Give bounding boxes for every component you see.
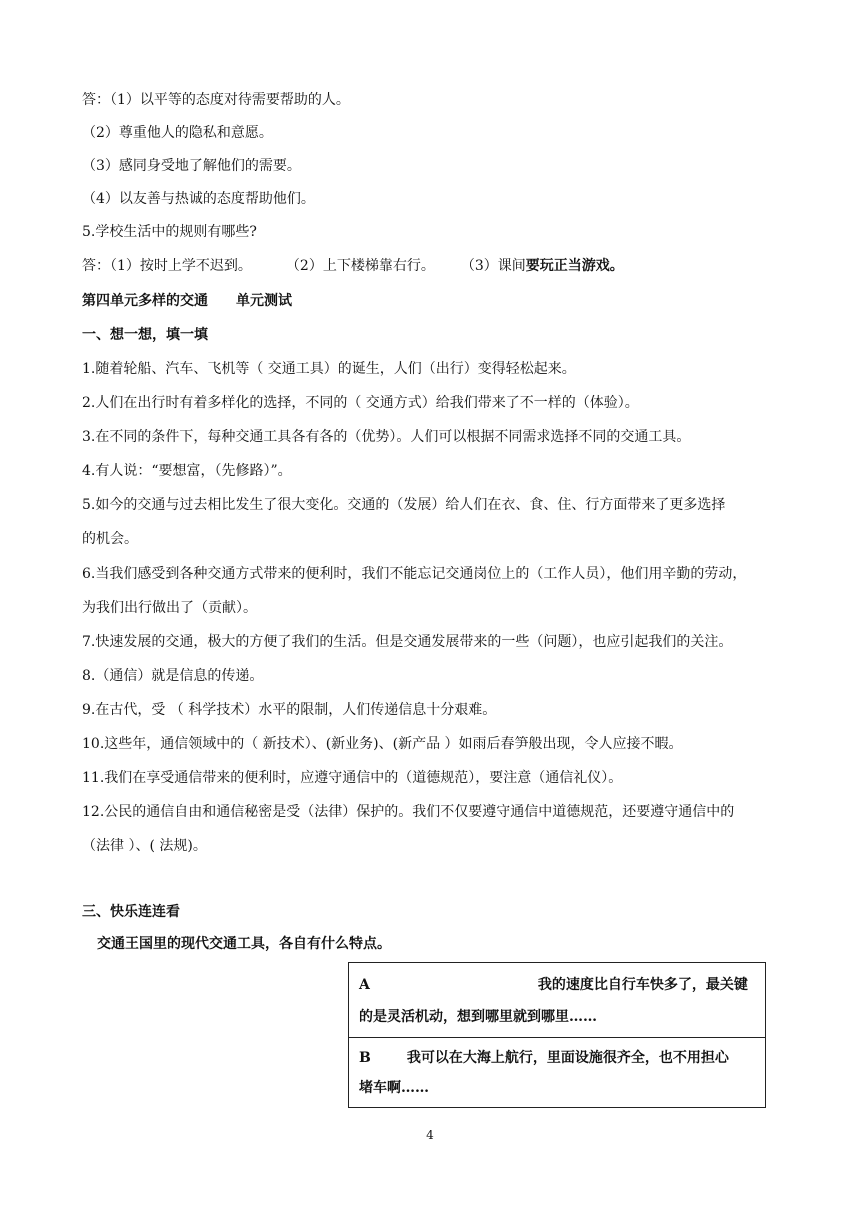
fill-q7: 7.快速发展的交通，极大的方便了我们的生活。但是交通发展带来的一些（问题），也应引起我们的关注。 bbox=[82, 634, 733, 650]
row-b-text2: 堵车啊…… bbox=[359, 1080, 429, 1096]
fill-q1: 1.随着轮船、汽车、飞机等（ 交通工具）的诞生，人们（出行）变得轻松起来。 bbox=[82, 361, 576, 377]
answer-rule-3-bold: 要玩正当游戏。 bbox=[525, 258, 624, 274]
fill-q6-line1: 6.当我们感受到各种交通方式带来的便利时，我们不能忘记交通岗位上的（工作人员），他们用辛勤的劳动， bbox=[82, 566, 747, 582]
fill-q9: 9.在古代，受 （ 科学技术）水平的限制，人们传递信息十分艰难。 bbox=[82, 702, 497, 718]
row-b-line1 bbox=[359, 1048, 755, 1068]
answer-line-4: （4）以友善与热诚的态度帮助他们。 bbox=[82, 191, 315, 207]
answer-rule-3: （3）课间 bbox=[460, 258, 526, 274]
row-a-text2: 的是灵活机动，想到哪里就到哪里…… bbox=[359, 1009, 597, 1025]
question-5: 5.学校生活中的规则有哪些? bbox=[82, 224, 257, 240]
answer-line-2: （2）尊重他人的隐私和意愿。 bbox=[82, 125, 273, 141]
fill-q5-line1: 5.如今的交通与过去相比发生了很大变化。交通的（发展）给人们在衣、食、住、行方面带来了更多选择 bbox=[82, 497, 726, 513]
fill-q8: 8.（通信）就是信息的传递。 bbox=[82, 668, 264, 684]
answer-rule-2: （2）上下楼梯靠右行。 bbox=[285, 258, 435, 274]
section-3-subheading: 交通王国里的现代交通工具，各自有什么特点。 bbox=[97, 936, 391, 952]
answer-rules-line bbox=[82, 256, 624, 276]
matching-table bbox=[348, 962, 766, 1108]
table-row-a bbox=[349, 963, 765, 1038]
unit-title-main: 第四单元多样的交通 bbox=[82, 293, 208, 309]
page-number: 4 bbox=[426, 1128, 434, 1142]
fill-q3: 3.在不同的条件下，每种交通工具各有各的（优势）。人们可以根据不同需求选择不同的交通工具。 bbox=[82, 429, 691, 445]
row-a-text1: 我的速度比自行车快多了，最关键 bbox=[537, 977, 748, 993]
fill-q12-line2: （法律 ）、( 法规)。 bbox=[82, 838, 207, 854]
answer-rule-1: 答：（1）按时上学不迟到。 bbox=[82, 258, 252, 274]
row-a-label: A bbox=[359, 977, 370, 993]
section-3-heading: 三、快乐连连看 bbox=[82, 904, 180, 920]
answer-line-1: 答：（1）以平等的态度对待需要帮助的人。 bbox=[82, 92, 350, 108]
fill-q10: 10.这些年，通信领域中的（ 新技术）、(新业务)、(新产品 ）如雨后春笋般出现，令人应接不暇。 bbox=[82, 736, 683, 752]
table-row-b bbox=[349, 1038, 765, 1107]
row-b-text1: 我可以在大海上航行，里面设施很齐全，也不用担心 bbox=[406, 1050, 729, 1066]
fill-q5-line2: 的机会。 bbox=[82, 531, 138, 547]
row-b-label: B bbox=[359, 1050, 371, 1066]
fill-q12-line1: 12.公民的通信自由和通信秘密是受（法律）保护的。我们不仅要遵守通信中道德规范，还要遵守通信中的 bbox=[82, 804, 735, 820]
section-1-heading: 一、想一想，填一填 bbox=[82, 327, 208, 343]
unit-title bbox=[82, 291, 292, 311]
fill-q6-line2: 为我们出行做出了（贡献）。 bbox=[82, 600, 257, 616]
fill-q4: 4.有人说：“要想富，（先修路）”。 bbox=[82, 463, 292, 479]
row-a-line1 bbox=[359, 975, 755, 995]
unit-title-test: 单元测试 bbox=[236, 293, 292, 309]
answer-line-3: （3）感同身受地了解他们的需要。 bbox=[82, 158, 301, 174]
fill-q11: 11.我们在享受通信带来的便利时，应遵守通信中的（道德规范），要注意（通信礼仪）。 bbox=[82, 770, 623, 786]
fill-q2: 2.人们在出行时有着多样化的选择，不同的（ 交通方式）给我们带来了不一样的（体验）。 bbox=[82, 395, 639, 411]
